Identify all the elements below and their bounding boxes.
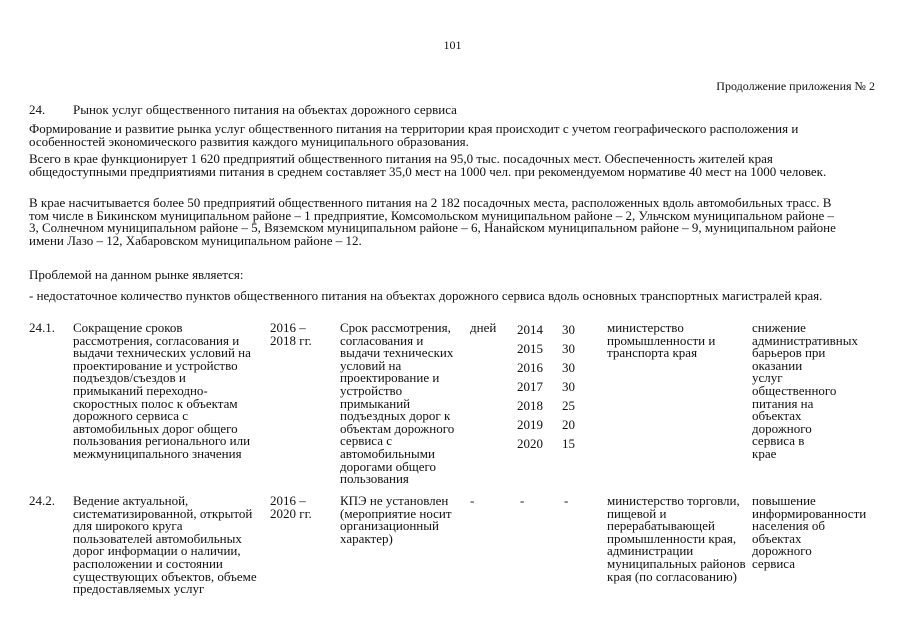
year-cell: 2016: [517, 360, 543, 375]
year-cell: 2020: [517, 436, 543, 451]
year-cell: 2015: [517, 341, 543, 356]
value-cell: 30: [562, 322, 575, 337]
year-cell: 2018: [517, 398, 543, 413]
period-cell: 2016 – 2018 гг.: [270, 320, 312, 348]
period-cell: 2016 – 2020 гг.: [270, 493, 312, 521]
value-cell: 30: [562, 360, 575, 375]
value-cell: 15: [562, 436, 575, 451]
row-number: 24.2.: [29, 493, 55, 508]
executor-cell: министерство торговли, пищевой и перерабатывающей промышленности края, администрации муниципальных районов края (по согласованию): [607, 493, 746, 584]
value-cell: -: [564, 493, 569, 508]
value-cell: 25: [562, 398, 575, 413]
row-number: 24.1.: [29, 320, 55, 335]
year-cell: 2017: [517, 379, 543, 394]
measure-cell: Сокращение сроков рассмотрения, согласования и выдачи технических условий на проектирование и устройство подъездов/съездов и примыканий переходно-скоростных полос к объектам дорожного сервиса с автомобильных дорог общего пользования регионального или межмуниципального значения: [73, 320, 251, 461]
value-cell: 30: [562, 379, 575, 394]
paragraph: В крае насчитывается более 50 предприятий общественного питания на 2 182 посадочных места, расположенных вдоль автомобильных трасс. В том числе в Бикинском муниципальном районе – 1 предприятие, Комсомольском муниципальном районе – 2, Ульчском муниципальном районе – 3, Солнечном муниципальном районе – 5, Вяземском муниципальном районе – 6, Нанайском муниципальном районе – 9, муниципальном районе имени Лазо – 12, Хабаровском муниципальном районе – 12.: [29, 195, 836, 248]
result-cell: повышение информированности населения об объектах дорожного сервиса: [752, 493, 867, 571]
paragraph: Всего в крае функционирует 1 620 предприятий общественного питания на 95,0 тыс. посадочных мест. Обеспеченность жителей края общедоступными предприятиями питания в среднем составляет 35,0 мест на 1000 чел. при рекомендуемом нормативе 40 мест на 1000 человек.: [29, 151, 827, 179]
paragraph: Формирование и развитие рынка услуг общественного питания на территории края происходит с учетом географического расположения и особенностей экономического развития каждого муниципального образования.: [29, 121, 799, 149]
page-number: 101: [443, 38, 462, 52]
year-cell: -: [520, 493, 525, 508]
paragraph: - недостаточное количество пунктов общественного питания на объектах дорожного сервиса вдоль основных транспортных магистралей края.: [29, 288, 823, 303]
indicator-cell: КПЭ не установлен (мероприятие носит организационный характер): [340, 493, 452, 546]
result-cell: снижение административных барьеров при оказании услуг общественного питания на объектах дорожного сервиса в крае: [752, 320, 858, 461]
value-cell: 30: [562, 341, 575, 356]
value-cell: 20: [562, 417, 575, 432]
indicator-cell: Срок рассмотрения, согласования и выдачи технических условий на проектирование и устройство примыканий подъездных дорог к объектам дорожного сервиса с автомобильными дорогами общего пользования: [340, 320, 455, 487]
section-title: Рынок услуг общественного питания на объектах дорожного сервиса: [73, 102, 457, 117]
measure-cell: Ведение актуальной, систематизированной, открытой для широкого круга пользователей автомобильных дорог информации о наличии, расположении и состоянии существующих объектов, объеме предоставляемых услуг: [73, 493, 257, 597]
continuation-note: Продолжение приложения № 2: [716, 79, 875, 93]
year-cell: 2019: [517, 417, 543, 432]
unit-cell: дней: [470, 320, 497, 335]
executor-cell: министерство промышленности и транспорта края: [607, 320, 716, 361]
paragraph: Проблемой на данном рынке является:: [29, 267, 244, 282]
section-number: 24.: [29, 102, 46, 117]
year-cell: 2014: [517, 322, 543, 337]
unit-cell: -: [470, 493, 475, 508]
